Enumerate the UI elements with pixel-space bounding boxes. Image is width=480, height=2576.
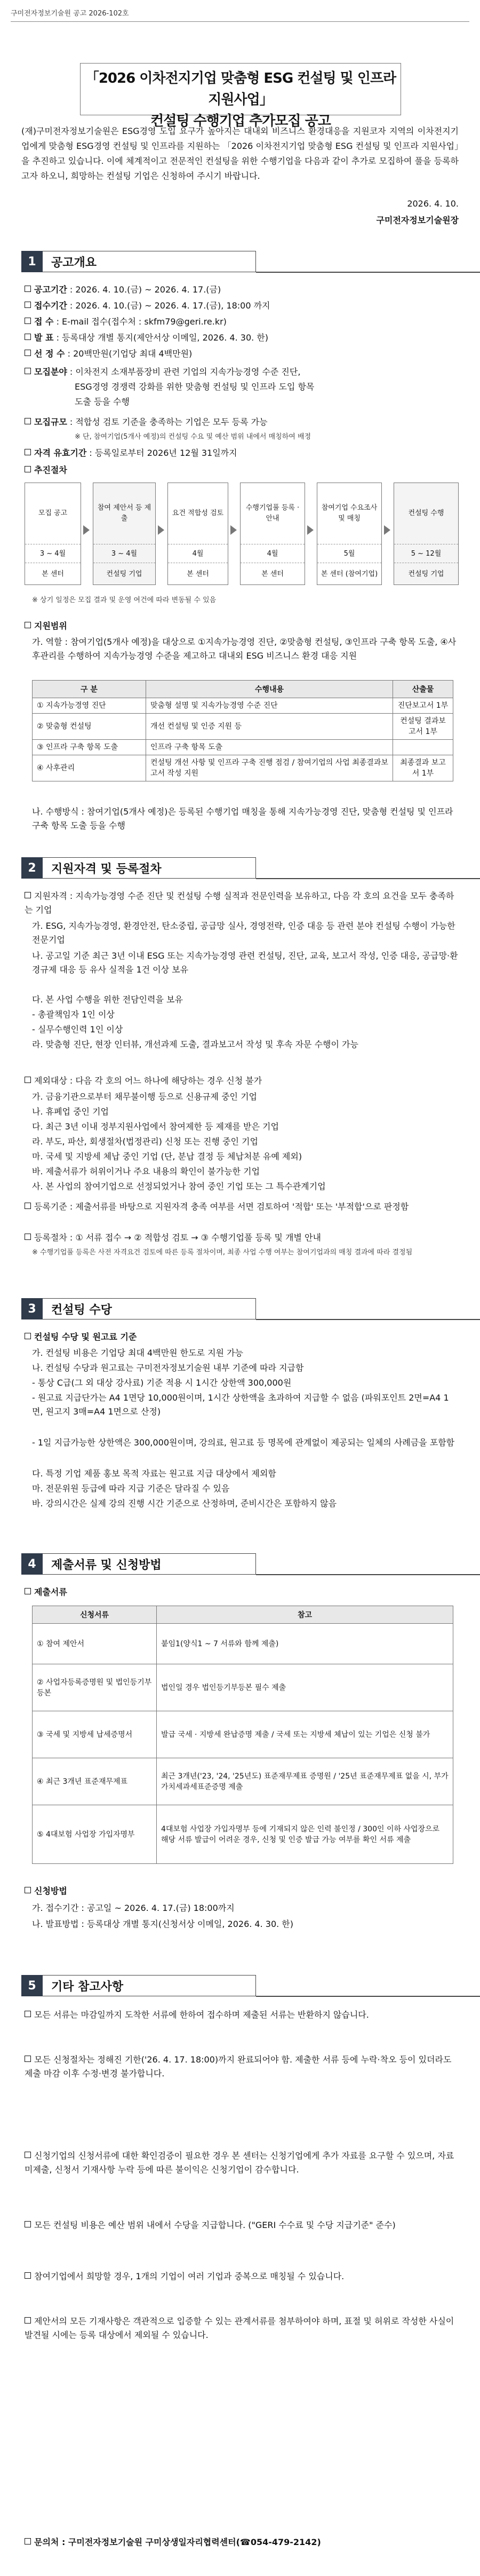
title-box xyxy=(80,63,401,129)
table-row xyxy=(33,714,453,740)
table-row xyxy=(33,740,453,755)
item-label: 모집규모 xyxy=(34,417,67,427)
flow-step-title: 요건 적합성 검토 xyxy=(168,483,228,544)
bullet-square-icon xyxy=(25,2538,31,2545)
receipt-method xyxy=(25,315,462,329)
item-value: : 20백만원(기업당 최대 4백만원) xyxy=(67,349,193,359)
arrow-right-icon xyxy=(230,525,237,535)
note-item xyxy=(25,2008,462,2022)
line-text: 등록기준 : 제출서류를 바탕으로 지원자격 충족 여부를 서면 검토하여 '적합' 또는 '부적합'으로 판정함 xyxy=(34,1202,409,1212)
flow-step-4 xyxy=(240,483,305,585)
table-header: 참고 xyxy=(157,1606,453,1624)
bullet-square-icon xyxy=(25,418,31,424)
scope-role: 가. 역할 : 참여기업(5개사 예정)을 대상으로 ①지속가능경영 진단, ②맞춤형 컨설팅, ③인프라 구축 항목 도출, ④사후관리를 수행하여 지속가능경영 수준을 제고하고 대내외 ESG 비즈니스 환경 대응 지원 xyxy=(32,637,457,661)
selection-count xyxy=(25,347,462,361)
line-text: 제출서류 xyxy=(34,1587,67,1597)
arrow-right-icon xyxy=(158,525,164,535)
excl-item: 라. 부도, 파산, 회생절차(법정관리) 신청 또는 진행 중인 기업 xyxy=(32,1136,258,1147)
docs-label xyxy=(25,1585,462,1599)
section-number: 5 xyxy=(21,1975,43,1996)
line-text: 제외대상 : 다음 각 호의 어느 하나에 해당하는 경우 신청 불가 xyxy=(34,1076,262,1086)
scope-method: 나. 수행방식 : 참여기업(5개사 예정)은 등록된 수행기업 매칭을 통해 지속가능경영 진단, 맞춤형 컨설팅 및 인프라 구축 항목 도출 등을 수행 xyxy=(32,807,453,831)
flow-step-owner: 컨설팅 기업 xyxy=(93,563,155,584)
bullet-square-icon xyxy=(25,1588,31,1594)
flow-step-5 xyxy=(317,483,382,585)
line-text: 모든 서류는 마감일까지 도착한 서류에 한하여 접수하며 제출된 서류는 반환하지 않습니다. xyxy=(34,2010,369,2020)
line-text: 지원자격 : 지속가능경영 수준 진단 및 컨설팅 수행 실적과 전문인력을 보유하고, 다음 각 호의 요건을 모두 충족하는 기업 xyxy=(25,891,454,915)
recruit-note: ※ 단, 참여기업(5개사 예정)의 컨설팅 수요 및 예산 범위 내에서 매칭하여 배정 xyxy=(75,433,311,441)
table-cell: ② 맞춤형 컨설팅 xyxy=(33,714,146,740)
table-cell: 진단보고서 1부 xyxy=(393,698,453,714)
exclusion xyxy=(25,1074,462,1088)
item-label: 접 수 xyxy=(34,317,54,327)
flow-step-title: 참여기업 수요조사 및 매칭 xyxy=(317,483,381,544)
section-number: 3 xyxy=(21,1298,43,1319)
section-5-header xyxy=(21,1975,256,1996)
bullet-square-icon xyxy=(25,449,31,455)
doc-header: 구미전자정보기술원 공고 2026-102호 xyxy=(11,10,129,18)
section-3-header xyxy=(21,1298,256,1319)
table-row xyxy=(33,1758,453,1805)
announcement xyxy=(25,331,462,345)
table-row xyxy=(33,1664,453,1711)
flow-step-6 xyxy=(394,483,459,585)
bullet-square-icon xyxy=(25,1234,31,1240)
item-label: 접수기간 xyxy=(34,301,67,311)
table-cell: ③ 국세 및 지방세 납세증명서 xyxy=(33,1711,157,1758)
section-rule xyxy=(256,1574,480,1575)
section-rule xyxy=(256,878,480,879)
section-number: 1 xyxy=(21,251,43,272)
flow-step-title: 컨설팅 수행 xyxy=(394,483,458,544)
section-rule xyxy=(256,272,480,273)
flow-step-owner: 컨설팅 기업 xyxy=(394,563,458,584)
flow-step-title: 수행기업풀 등록 · 안내 xyxy=(241,483,305,544)
apply-item: 가. 접수기간 : 공고일 ~ 2026. 4. 17.(금) 18:00까지 xyxy=(32,1903,235,1913)
flow-step-owner: 본 센터 xyxy=(25,563,81,584)
qual-sub-2: - 실무수행인력 1인 이상 xyxy=(32,1024,123,1034)
table-cell: 맞춤형 설명 및 지속가능경영 수준 진단 xyxy=(146,698,393,714)
line-text: 모든 신청절차는 정해진 기한('26. 4. 17. 18:00)까지 완료되어야 함. 제출한 서류 등에 누락·착오 등이 있더라도 제출 마감 이후 수정·변경 불가합니다. xyxy=(25,2055,452,2079)
contact-info xyxy=(25,2535,462,2548)
header-divider xyxy=(11,21,469,22)
title-line-1: 「2026 이차전지기업 맞춤형 ESG 컨설팅 및 인프라 지원사업」 xyxy=(85,70,396,108)
table-cell: ④ 사후관리 xyxy=(33,755,146,781)
table-header: 신청서류 xyxy=(33,1606,157,1624)
table-cell: 발급 국세 · 지방세 완납증명 제출 / 국세 또는 지방세 체납이 있는 기업은 신청 불가 xyxy=(157,1711,453,1758)
note-item xyxy=(25,2149,462,2177)
table-row xyxy=(33,755,453,781)
item-value: : 적합성 검토 기준을 충족하는 기업은 모두 등록 가능 xyxy=(69,417,268,427)
flow-step-3 xyxy=(167,483,228,585)
registration-criteria xyxy=(25,1200,462,1214)
flow-step-date: 3 ~ 4월 xyxy=(111,549,138,558)
table-cell: ④ 최근 3개년 표준재무제표 xyxy=(33,1758,157,1805)
bullet-square-icon xyxy=(25,350,31,356)
fee-item: - 통상 C급(그 외 대상 강사료) 기준 적용 시 1시간 상한액 300,000원 xyxy=(32,1378,292,1388)
item-label: 자격 유효기간 xyxy=(34,448,87,458)
table-cell: ① 지속가능경영 진단 xyxy=(33,698,146,714)
table-header: 수행내용 xyxy=(146,681,393,698)
item-label: 공고기간 xyxy=(34,285,67,295)
flow-step-1 xyxy=(25,483,81,585)
table-row xyxy=(33,698,453,714)
flow-step-date: 5 ~ 12월 xyxy=(411,549,442,558)
table-cell: ③ 인프라 구축 항목 도출 xyxy=(33,740,146,755)
registration-process xyxy=(25,1231,462,1245)
fee-item: 가. 컨설팅 비용은 기업당 최대 4백만원 한도로 지원 가능 xyxy=(32,1348,243,1358)
bullet-square-icon xyxy=(25,2011,31,2017)
table-header: 산출물 xyxy=(393,681,453,698)
qual-item-d: 라. 맞춤형 진단, 현장 인터뷰, 개선과제 도출, 결과보고서 작성 및 후속 자문 수행이 가능 xyxy=(32,1039,358,1049)
table-header-row xyxy=(33,681,453,698)
item-value: : 2026. 4. 10.(금) ~ 2026. 4. 17.(금), 18:00 까지 xyxy=(69,301,270,311)
item-value: : 2026. 4. 10.(금) ~ 2026. 4. 17.(금) xyxy=(69,285,221,295)
bullet-square-icon xyxy=(25,2221,31,2227)
line-text: 제안서의 모든 기재사항은 객관적으로 입증할 수 있는 관계서류를 첨부하여야 하며, 표절 및 허위로 작성한 사실이 발견될 시에는 등록 대상에서 제외될 수 있습니다. xyxy=(25,2316,454,2340)
qual-item-a: 가. ESG, 지속가능경영, 환경안전, 탄소중립, 공급망 실사, 경영전략, 인증 대응 등 관련 분야 컨설팅 수행이 가능한 전문기업 xyxy=(32,921,455,945)
title-line-2: 컨설팅 수행기업 추가모집 공고 xyxy=(150,113,331,129)
bullet-square-icon xyxy=(25,2056,31,2062)
item-label: 추진절차 xyxy=(34,465,67,475)
flow-step-title: 모집 공고 xyxy=(25,483,81,544)
table-row xyxy=(33,1624,453,1664)
item-value: : 등록일로부터 2026년 12월 31일까지 xyxy=(89,448,237,458)
section-title: 기타 참고사항 xyxy=(43,1975,256,1996)
bullet-square-icon xyxy=(25,1333,31,1339)
table-cell: 4대보험 사업장 가입자명부 등에 기재되지 않은 인력 불인정 / 300인 이하 사업장으로 해당 서류 발급이 어려운 경우, 신청 및 인증 발급 가능 여부를 확인 서류 제출 xyxy=(157,1805,453,1864)
section-title: 공고개요 xyxy=(43,251,256,272)
table-cell xyxy=(393,740,453,755)
line-text: 등록절차 : ① 서류 접수 → ② 적합성 검토 → ③ 수행기업풀 등록 및 개별 안내 xyxy=(34,1232,321,1243)
note-item xyxy=(25,2218,462,2232)
excl-item: 나. 휴폐업 중인 기업 xyxy=(32,1107,109,1117)
recruit-field xyxy=(25,365,462,379)
table-cell: 최근 3개년('23, '24, '25년도) 표준재무제표 증명원 / '25년 표준재무제표 없을 시, 부가가치세과세표준증명 제출 xyxy=(157,1758,453,1805)
qual-item-c: 다. 본 사업 수행을 위한 전담인력을 보유 xyxy=(32,994,183,1005)
table-header: 구 분 xyxy=(33,681,146,698)
excl-item: 마. 국세 및 지방세 체납 중인 기업 (단, 분납 결정 등 체납처분 유예 제외) xyxy=(32,1151,302,1161)
bullet-square-icon xyxy=(25,1887,31,1893)
table-cell: ② 사업자등록증명원 및 법인등기부등본 xyxy=(33,1664,157,1711)
table-row xyxy=(33,1805,453,1864)
flow-step-date: 3 ~ 4월 xyxy=(39,549,66,558)
flow-step-date: 5월 xyxy=(343,549,355,558)
recruit-scale xyxy=(25,415,462,429)
process-label xyxy=(25,463,462,477)
arrow-right-icon xyxy=(384,525,390,535)
notice-period xyxy=(25,283,462,297)
issuing-org: 구미전자정보기술원장 xyxy=(376,215,459,225)
bullet-square-icon xyxy=(25,286,31,292)
fee-item: 다. 특정 기업 제품 홍보 목적 자료는 원고료 지급 대상에서 제외함 xyxy=(32,1468,276,1479)
flow-step-title: 참여 제안서 등 제출 xyxy=(93,483,155,544)
flow-step-2 xyxy=(93,483,156,585)
excl-item: 사. 본 사업의 참여기업으로 선정되었거나 참여 중인 기업 또는 그 특수관계기업 xyxy=(32,1181,326,1191)
item-label: 발 표 xyxy=(34,333,54,343)
table-cell: 인프라 구축 항목 도출 xyxy=(146,740,393,755)
line-text: 신청방법 xyxy=(34,1886,67,1896)
flow-step-date: 4월 xyxy=(192,549,204,558)
section-title: 지원자격 및 등록절차 xyxy=(43,857,256,879)
scope-table xyxy=(32,680,453,781)
section-2-header xyxy=(21,857,256,879)
fee-item: 바. 강의시간은 실제 강의 진행 시간 기준으로 산정하며, 준비시간은 포함하지 않음 xyxy=(32,1498,337,1508)
table-cell: ① 참여 제안서 xyxy=(33,1624,157,1664)
intro-paragraph: (재)구미전자정보기술원은 ESG경영 도입 요구가 높아지는 대내외 비즈니스 환경대응을 지원코자 지역의 이차전지기업에게 맞춤형 ESG경영 컨설팅 및 인프라를 지원하는 「2026 이차전지기업 맞춤형 ESG 컨설팅 및 인프라 지원사업」을 추진하고 있습니다. 이에 체계적이고 전문적인 컨설팅을 위한 수행기업을 다음과 같이 추가로 모집하여 풀을 등록하고자 하오니, 희망하는 컨설팅 기업은 신청하여 주시기 바랍니다. xyxy=(21,126,459,181)
qual-sub-1: - 총괄책임자 1인 이상 xyxy=(32,1009,115,1020)
bullet-square-icon xyxy=(25,368,31,374)
fee-item: 마. 전문위원 등급에 따라 지급 기준은 달라질 수 있음 xyxy=(32,1483,230,1494)
bullet-square-icon xyxy=(25,334,31,340)
section-4-header xyxy=(21,1553,256,1575)
flow-note: ※ 상기 일정은 모집 결과 및 운영 여건에 따라 변동될 수 있음 xyxy=(32,596,217,604)
item-value: : 이차전지 소재부품장비 관련 기업의 지속가능경영 수준 진단, xyxy=(69,367,301,377)
bullet-square-icon xyxy=(25,302,31,308)
flow-step-date: 4월 xyxy=(267,549,278,558)
section-rule xyxy=(256,1319,480,1320)
flow-step-owner: 본 센터 xyxy=(168,563,228,584)
line-text: 참여기업에서 희망할 경우, 1개의 기업이 여러 기업과 중복으로 매칭될 수 있습니다. xyxy=(34,2271,345,2281)
note-item xyxy=(25,2270,462,2283)
table-cell: 법인일 경우 법인등기부등본 필수 제출 xyxy=(157,1664,453,1711)
table-cell: 컨설팅 결과보고서 1부 xyxy=(393,714,453,740)
fee-item: 나. 컨설팅 수당과 원고료는 구미전자정보기술원 내부 기준에 따라 지급함 xyxy=(32,1363,304,1373)
validity-period xyxy=(25,446,462,460)
line-text: 문의처 : 구미전자정보기술원 구미상생일자리협력센터(☎054-479-2142) xyxy=(34,2537,321,2547)
section-number: 2 xyxy=(21,857,43,879)
section-title: 제출서류 및 신청방법 xyxy=(43,1553,256,1575)
table-header-row xyxy=(33,1606,453,1624)
bullet-square-icon xyxy=(25,318,31,324)
item-value: : E-mail 접수(접수처 : skfm79@geri.re.kr) xyxy=(56,317,227,327)
flow-step-owner: 본 센터 xyxy=(241,563,305,584)
table-row xyxy=(33,1711,453,1758)
announce-date: 2026. 4. 10. xyxy=(407,199,459,209)
bullet-square-icon xyxy=(25,2317,31,2324)
process-flow xyxy=(25,483,462,595)
table-cell: 최종결과 보고서 1부 xyxy=(393,755,453,781)
arrow-right-icon xyxy=(307,525,314,535)
bullet-square-icon xyxy=(25,892,31,898)
receipt-period xyxy=(25,299,462,313)
fee-criteria xyxy=(25,1330,462,1344)
item-label: 지원범위 xyxy=(34,621,67,631)
excl-item: 바. 제출서류가 허위이거나 주요 내용의 확인이 불가능한 기업 xyxy=(32,1166,260,1176)
note-item xyxy=(25,2314,462,2342)
item-label: 선 정 수 xyxy=(34,349,65,359)
section-rule xyxy=(256,1996,480,1997)
registration-note: ※ 수행기업풀 등록은 사전 자격요건 검토에 따른 등록 절차이며, 최종 사업 수행 여부는 참여기업과의 매칭 결과에 따라 결정됨 xyxy=(32,1249,413,1257)
fee-item: - 1일 지급가능한 상한액은 300,000원이며, 강의료, 원고료 등 명목에 관계없이 제공되는 일체의 사례금을 포함함 xyxy=(32,1437,455,1448)
table-cell: ⑤ 4대보험 사업장 가입자명부 xyxy=(33,1805,157,1864)
fee-item: - 원고료 지급단가는 A4 1면당 10,000원이며, 1시간 상한액을 초과하여 지급할 수 없음 (파워포인트 2면=A4 1면, 원고지 3매=A4 1면으로 산정) xyxy=(32,1393,449,1417)
apply-item: 나. 발표방법 : 등록대상 개별 통지(신청서상 이메일, 2026. 4. 30. 한) xyxy=(32,1919,293,1929)
bullet-square-icon xyxy=(25,2152,31,2158)
bullet-square-icon xyxy=(25,1203,31,1209)
excl-item: 다. 최근 3년 이내 정부지원사업에서 참여제한 등 제재를 받은 기업 xyxy=(32,1121,279,1132)
section-1-header xyxy=(21,251,256,272)
item-label: 모집분야 xyxy=(34,367,67,377)
arrow-right-icon xyxy=(83,525,90,535)
qual-item-b: 나. 공고일 기준 최근 3년 이내 ESG 또는 지속가능경영 관련 컨설팅, 진단, 교육, 보고서 작성, 인증 대응, 공급망·환경규제 대응 등 유사 실적을 1건 이상 보유 xyxy=(32,951,458,975)
docs-table xyxy=(32,1606,453,1864)
scope-label xyxy=(25,619,462,633)
table-cell: 컨설팅 개선 사항 및 인프라 구축 진행 점검 / 참여기업의 사업 최종결과보고서 작성 지원 xyxy=(146,755,393,781)
section-number: 4 xyxy=(21,1553,43,1575)
excl-item: 가. 금융기관으로부터 채무불이행 등으로 신용규제 중인 기업 xyxy=(32,1092,258,1102)
bullet-square-icon xyxy=(25,622,31,628)
recruit-line-2: ESG경영 경쟁력 강화를 위한 맞춤형 컨설팅 및 인프라 도입 항목 xyxy=(75,382,315,392)
flow-step-owner: 본 센터 (참여기업) xyxy=(317,563,381,584)
note-item xyxy=(25,2053,462,2081)
line-text: 모든 컨설팅 비용은 예산 범위 내에서 수당을 지급합니다. ("GERI 수수료 및 수당 지급기준" 준수) xyxy=(34,2220,396,2230)
table-cell: 붙임1(양식1 ~ 7 서류와 함께 제출) xyxy=(157,1624,453,1664)
bullet-square-icon xyxy=(25,2272,31,2279)
table-cell: 개선 컨설팅 및 인증 지원 등 xyxy=(146,714,393,740)
qualification xyxy=(25,889,462,917)
section-title: 컨설팅 수당 xyxy=(43,1298,256,1319)
bullet-square-icon xyxy=(25,466,31,472)
apply-label xyxy=(25,1884,462,1898)
recruit-line-3: 도출 등을 수행 xyxy=(75,397,130,407)
line-text: 컨설팅 수당 및 원고료 기준 xyxy=(34,1332,137,1342)
bullet-square-icon xyxy=(25,1077,31,1083)
item-value: : 등록대상 개별 통지(제안서상 이메일, 2026. 4. 30. 한) xyxy=(56,333,269,343)
line-text: 신청기업의 신청서류에 대한 확인검증이 필요한 경우 본 센터는 신청기업에게 추가 자료를 요구할 수 있으며, 자료 미제출, 신청서 기재사항 누락 등에 따른 불이익은 신청기업이 감수합니다. xyxy=(25,2151,454,2175)
